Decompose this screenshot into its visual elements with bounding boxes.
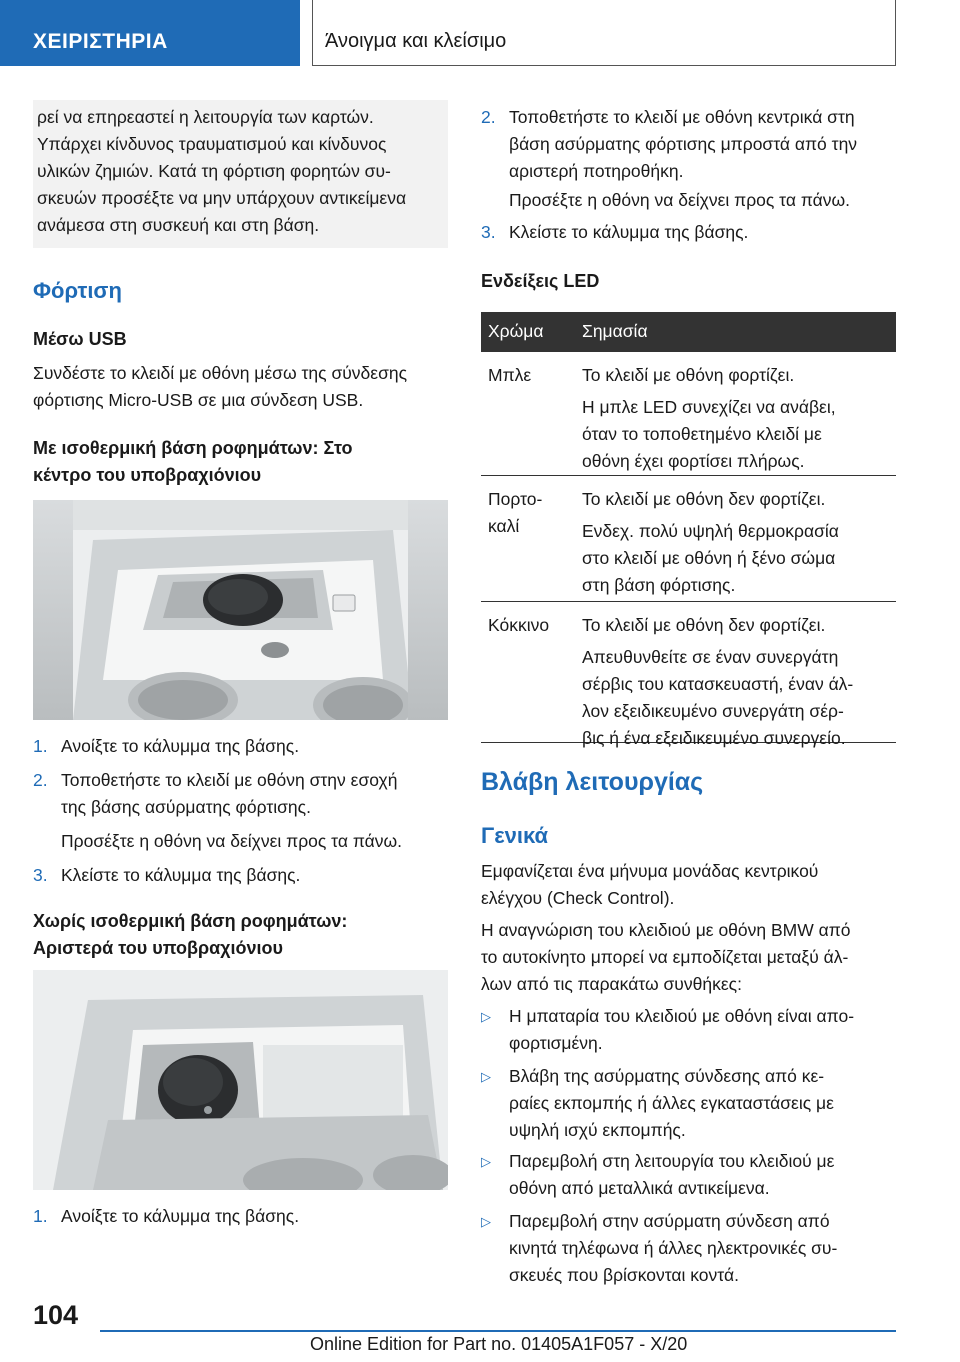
left-heading-line: Χωρίς ισοθερμική βάση ροφημάτων: [33, 911, 348, 931]
led-meaning-line: Το κλειδί με οθόνη φορτίζει. [582, 365, 795, 385]
bullet-line: Παρεμβολή στη λειτουργία του κλειδιού με [509, 1151, 835, 1171]
col-meaning-header: Σημασία [582, 321, 648, 341]
table-row [481, 476, 896, 602]
para-line: Η αναγνώριση του κλειδιού με οθόνη BMW από [481, 920, 851, 940]
table-row [481, 352, 896, 476]
para-line: το αυτοκίνητο μπορεί να εμποδίζεται μεταξύ άλ- [481, 947, 849, 967]
led-detail-line: βις ή ένα εξειδικευμένο συνεργείο. [582, 728, 846, 748]
console-charging-photo [33, 500, 448, 720]
usb-line: Συνδέστε το κλειδί με οθόνη μέσω της σύνδεσης [33, 363, 408, 383]
led-detail-line: Η μπλε LED συνεχίζει να ανάβει, [582, 397, 836, 417]
step-number: 2. [33, 770, 48, 790]
led-meaning [582, 486, 892, 599]
led-color-line: καλί [488, 516, 520, 536]
led-detail-line: στο κλειδί με οθόνη ή ξένο σώμα [582, 548, 836, 568]
led-meaning [582, 362, 892, 475]
table-row [481, 602, 896, 748]
triangle-bullet-icon: ▷ [481, 1154, 491, 1169]
step-text: Τοποθετήστε το κλειδί με οθόνη κεντρικά στη [509, 107, 855, 127]
bullet-line: σκευές που βρίσκονται κοντά. [509, 1265, 739, 1285]
led-color-line: Πορτο- [488, 489, 543, 509]
page-number: 104 [33, 1300, 79, 1330]
warning-line: ρεί να επηρεαστεί η λειτουργία των καρτών. [37, 107, 374, 127]
intro-line: ελέγχου (Check Control). [481, 888, 675, 908]
usb-line: φόρτισης Micro-USB σε μια σύνδεση USB. [33, 390, 364, 410]
bullet-line: Βλάβη της ασύρματης σύνδεσης από κε- [509, 1066, 825, 1086]
malfunction-heading: Βλάβη λειτουργίας [481, 768, 704, 796]
bullet-line: οθόνη από μεταλλικά αντικείμενα. [509, 1178, 770, 1198]
led-color-line: Μπλε [488, 365, 532, 385]
led-detail-line: Ενδεχ. πολύ υψηλή θερμοκρασία [582, 521, 839, 541]
triangle-bullet-icon: ▷ [481, 1009, 491, 1024]
left-charging-photo [33, 970, 448, 1190]
led-meaning-line: Το κλειδί με οθόνη δεν φορτίζει. [582, 615, 826, 635]
warning-line: ανάμεσα στη συσκευή και στη βάση. [37, 215, 320, 235]
section-tab: ΧΕΙΡΙΣΤΗΡΙΑ [0, 0, 300, 66]
step-number: 3. [481, 222, 496, 242]
led-detail-line: στη βάση φόρτισης. [582, 575, 736, 595]
step-text: Κλείστε το κάλυμμα της βάσης. [509, 222, 749, 242]
led-color [488, 486, 568, 540]
intro-line: Εμφανίζεται ένα μήνυμα μονάδας κεντρικού [481, 861, 819, 881]
page-header [0, 0, 960, 66]
led-heading: Ενδείξεις LED [481, 271, 600, 291]
warning-line: υλικών ζημιών. Κατά τη φόρτιση φορητών συ- [37, 161, 391, 181]
warning-line: σκευών προσέξτε να μην υπάρχουν αντικείμενα [37, 188, 407, 208]
bullet-line: φορτισμένη. [509, 1033, 603, 1053]
step-text: Προσέξτε η οθόνη να δείχνει προς τα πάνω. [61, 831, 403, 851]
console-illustration [33, 500, 448, 720]
led-detail-line: Απευθυνθείτε σε έναν συνεργάτη [582, 647, 839, 667]
step-text: Ανοίξτε το κάλυμμα της βάσης. [61, 736, 300, 756]
step-text: αριστερή ποτηροθήκη. [509, 161, 684, 181]
warning-box [33, 100, 448, 248]
step-text: Ανοίξτε το κάλυμμα της βάσης. [61, 1206, 300, 1226]
usb-heading: Μέσω USB [33, 329, 127, 349]
led-meaning-line: Το κλειδί με οθόνη δεν φορτίζει. [582, 489, 826, 509]
led-detail-line: λον εξειδικευμένο συνεργάτη σέρ- [582, 701, 844, 721]
led-detail-line: σέρβις του κατασκευαστή, έναν άλ- [582, 674, 854, 694]
bullet-line: υψηλή ισχύ εκπομπής. [509, 1120, 686, 1140]
led-detail-line: όταν το τοποθετημένο κλειδί με [582, 424, 822, 444]
step-text: Προσέξτε η οθόνη να δείχνει προς τα πάνω. [509, 190, 851, 210]
left-heading-line: Αριστερά του υποβραχιόνιου [33, 938, 284, 958]
center-heading-line: κέντρο του υποβραχιόνιου [33, 465, 262, 485]
bullet-line: Παρεμβολή στην ασύρματη σύνδεση από [509, 1211, 830, 1231]
led-detail-line: οθόνη έχει φορτίσει πλήρως. [582, 451, 805, 471]
footer-divider [100, 1330, 896, 1332]
led-color [488, 612, 568, 639]
led-color [488, 362, 568, 389]
bullet-line: Η μπαταρία του κλειδιού με οθόνη είναι απο- [509, 1006, 855, 1026]
step-number: 2. [481, 107, 496, 127]
step-text: βάση ασύρματης φόρτισης μπροστά από την [509, 134, 858, 154]
triangle-bullet-icon: ▷ [481, 1214, 491, 1229]
step-number: 1. [33, 1206, 48, 1226]
step-text: της βάσης ασύρματης φόρτισης. [61, 797, 311, 817]
led-meaning [582, 612, 892, 752]
charging-heading: Φόρτιση [33, 278, 122, 303]
left-console-illustration [33, 970, 448, 1190]
chapter-title: Άνοιγμα και κλείσιμο [312, 0, 896, 66]
step-number: 1. [33, 736, 48, 756]
step-text: Κλείστε το κάλυμμα της βάσης. [61, 865, 301, 885]
led-color-line: Κόκκινο [488, 615, 550, 635]
step-text: Τοποθετήστε το κλειδί με οθόνη στην εσοχή [61, 770, 398, 790]
step-number: 3. [33, 865, 48, 885]
bullet-line: ραίες εκπομπής ή άλλες εγκαταστάσεις με [509, 1093, 834, 1113]
center-heading-line: Με ισοθερμική βάση ροφημάτων: Στο [33, 438, 353, 458]
bullet-line: κινητά τηλέφωνα ή άλλες ηλεκτρονικές συ- [509, 1238, 838, 1258]
led-table-header [481, 312, 896, 352]
warning-line: Υπάρχει κίνδυνος τραυματισμού και κίνδυνος [37, 134, 387, 154]
general-heading: Γενικά [481, 823, 549, 848]
col-color-header: Χρώμα [488, 321, 544, 341]
edition-text: Online Edition for Part no. 01405A1F057 - X/20 [310, 1334, 688, 1354]
triangle-bullet-icon: ▷ [481, 1069, 491, 1084]
para-line: λων από τις παρακάτω συνθήκες: [481, 974, 742, 994]
